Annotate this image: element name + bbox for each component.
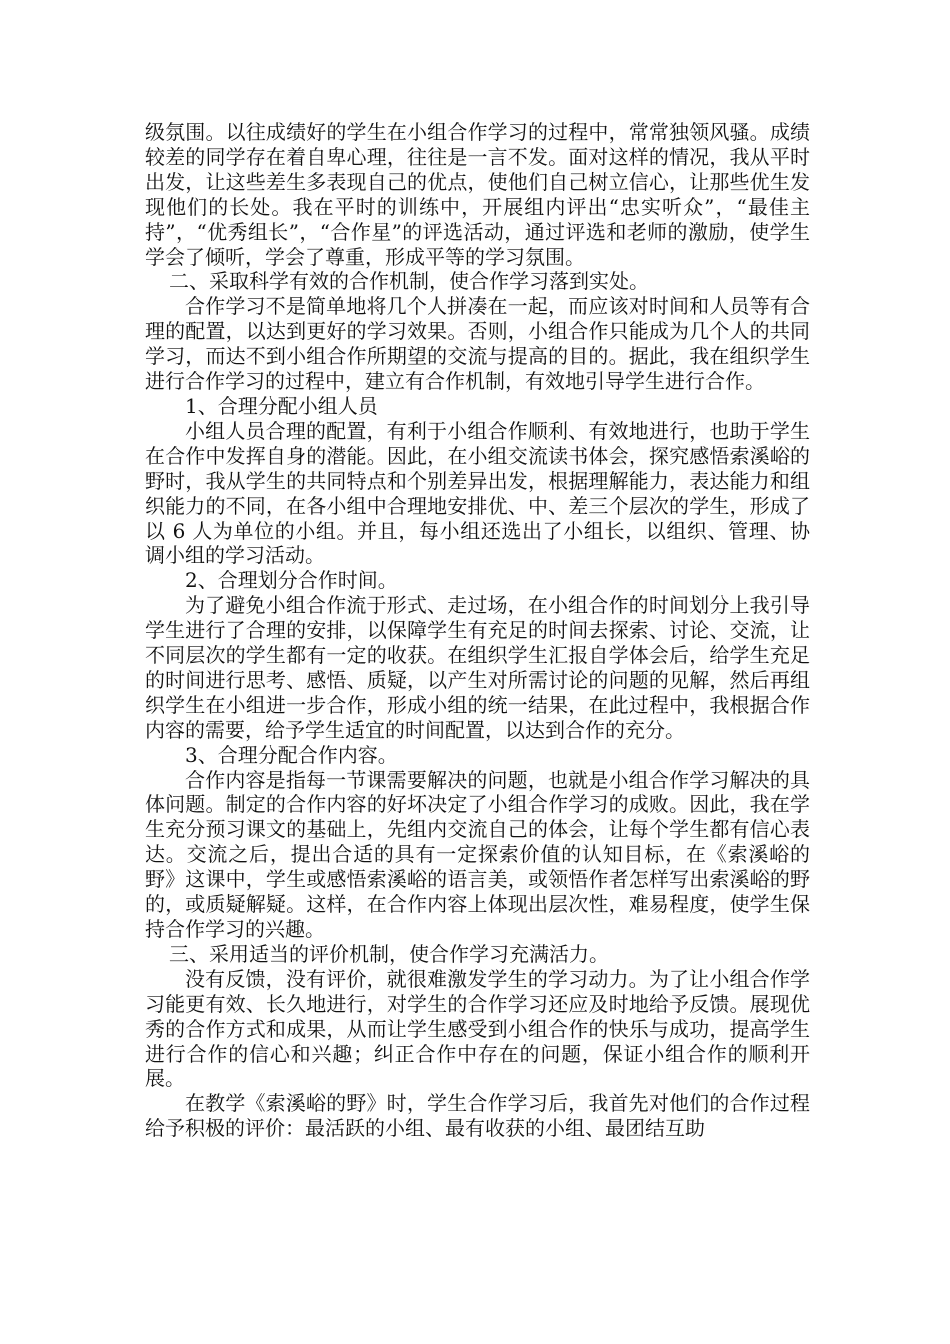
- paragraph-continued: 级氛围。以往成绩好的学生在小组合作学习的过程中，常常独领风骚。成绩较差的同学存在着自卑心理，往往是一言不发。面对这样的情况，我从平时出发，让这些差生多表现自己的优点，使他们自己树立信心，让那些优生发现他们的长处。我在平时的训练中，开展组内评出“忠实听众”，“最佳主持”，“优秀组长”，“合作星”的评选活动，通过评选和老师的激励，使学生学会了倾听，学会了尊重，形成平等的学习氛围。: [145, 120, 810, 269]
- paragraph: 没有反馈，没有评价，就很难激发学生的学习动力。为了让小组合作学习能更有效、长久地进行，对学生的合作学习还应及时地给予反馈。展现优秀的合作方式和成果，从而让学生感受到小组合作的快乐与成功，提高学生进行合作的信心和兴趣；纠正合作中存在的问题，保证小组合作的顺利开展。: [145, 966, 810, 1091]
- sub-heading-3: 3、合理分配合作内容。: [185, 742, 398, 767]
- sub-heading-2: 2、合理划分合作时间。: [185, 568, 398, 593]
- document-page: [145, 120, 810, 1141]
- section-heading-3: 三、采用适当的评价机制，使合作学习充满活力。: [169, 941, 609, 966]
- paragraph: 合作内容是指每一节课需要解决的问题，也就是小组合作学习解决的具体问题。制定的合作内容的好坏决定了小组合作学习的成败。因此，我在学生充分预习课文的基础上，先组内交流自己的体会，让每个学生都有信心表达。交流之后，提出合适的具有一定探索价值的认知目标，在《索溪峪的野》这课中，学生或感悟索溪峪的语言美，或领悟作者怎样写出索溪峪的野的，或质疑解疑。这样，在合作内容上体现出层次性，难易程度，使学生保持合作学习的兴趣。: [145, 767, 810, 941]
- paragraph: 合作学习不是简单地将几个人拼凑在一起，而应该对时间和人员等有合理的配置，以达到更好的学习效果。否则，小组合作只能成为几个人的共同学习，而达不到小组合作所期望的交流与提高的目的。据此，我在组织学生进行合作学习的过程中，建立有合作机制，有效地引导学生进行合作。: [145, 294, 810, 394]
- paragraph: 小组人员合理的配置，有利于小组合作顺利、有效地进行，也助于学生在合作中发挥自身的潜能。因此，在小组交流读书体会，探究感悟索溪峪的野时，我从学生的共同特点和个别差异出发，根据理解能力，表达能力和组织能力的不同，在各小组中合理地安排优、中、差三个层次的学生，形成了以 6 人为单位的小组。并且，每小组还选出了小组长，以组织、管理、协调小组的学习活动。: [145, 418, 810, 568]
- paragraph: 为了避免小组合作流于形式、走过场，在小组合作的时间划分上我引导学生进行了合理的安排，以保障学生有充足的时间去探索、讨论、交流，让不同层次的学生都有一定的收获。在组织学生汇报自学体会后，给学生充足的时间进行思考、感悟、质疑，以产生对所需讨论的问题的见解，然后再组织学生在小组进一步合作，形成小组的统一结果，在此过程中，我根据合作内容的需要，给予学生适宜的时间配置，以达到合作的充分。: [145, 593, 810, 742]
- paragraph: 在教学《索溪峪的野》时，学生合作学习后，我首先对他们的合作过程给予积极的评价：最活跃的小组、最有收获的小组、最团结互助: [145, 1091, 810, 1141]
- sub-heading-1: 1、合理分配小组人员: [185, 393, 378, 418]
- section-heading-2: 二、采取科学有效的合作机制，使合作学习落到实处。: [169, 269, 649, 294]
